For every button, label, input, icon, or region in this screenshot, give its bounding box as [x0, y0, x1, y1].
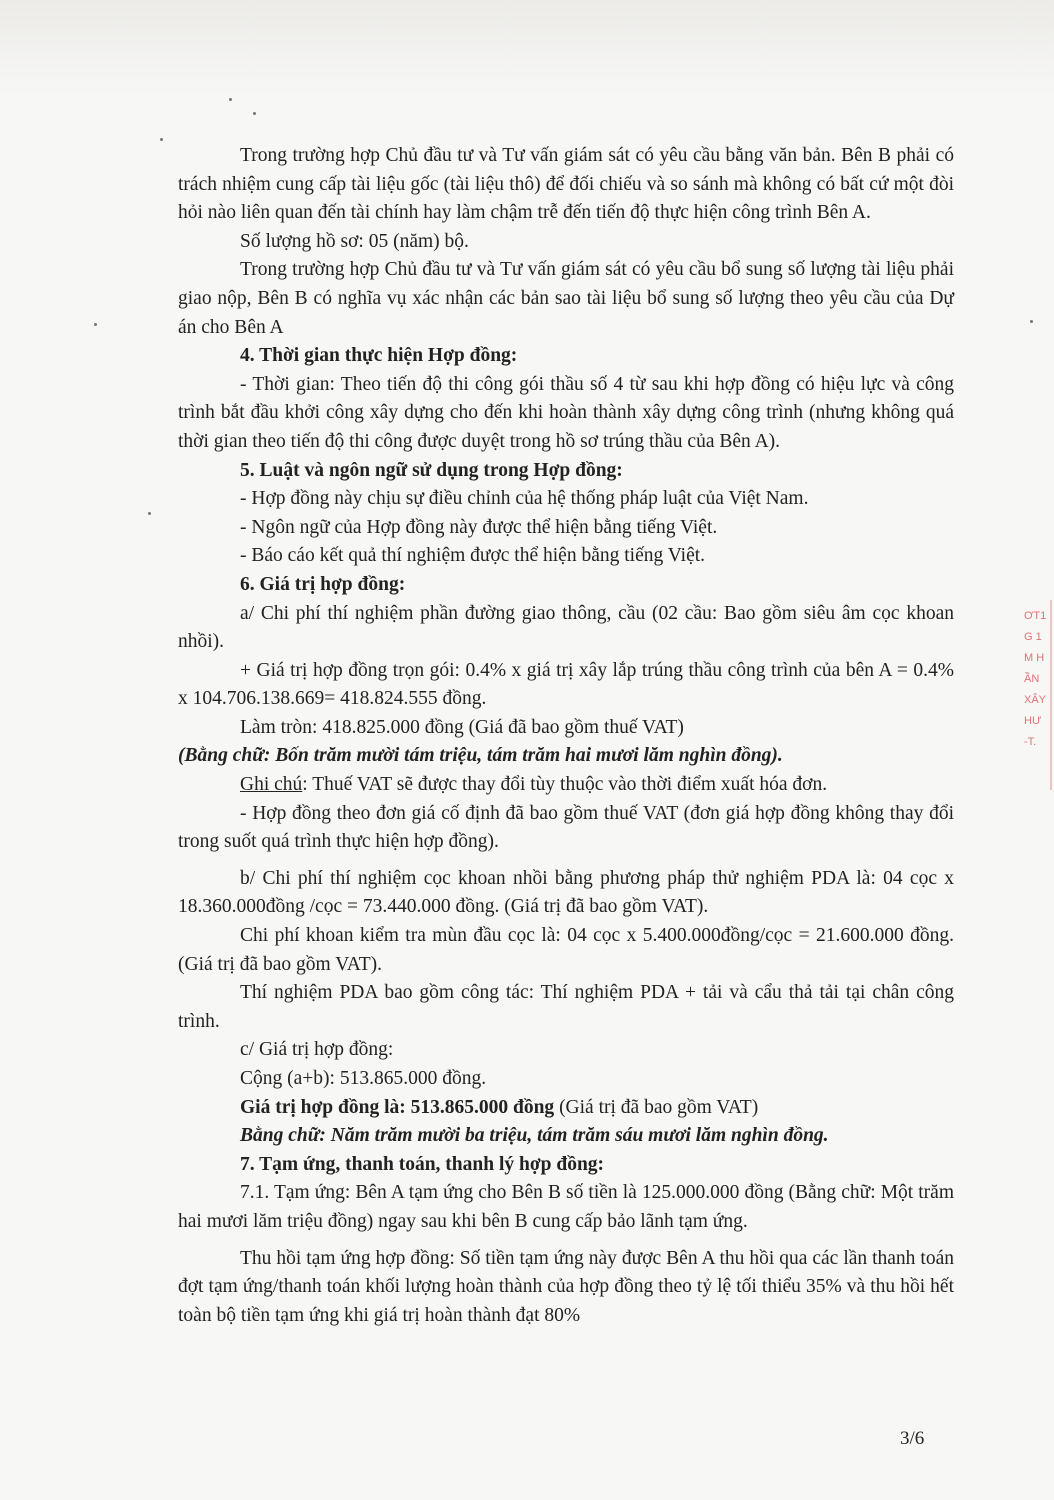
contract-value-rest: (Giá trị đã bao gồm VAT) — [554, 1096, 759, 1118]
scan-speck — [229, 98, 232, 101]
section-6-a1: a/ Chi phí thí nghiệm phần đường giao thông, cầu (02 cầu: Bao gồm siêu âm cọc khoan nhồi). — [178, 602, 954, 653]
scan-speck — [1030, 320, 1033, 323]
section-6-c1: c/ Giá trị hợp đồng: — [240, 1039, 394, 1061]
section-6-amount-in-words: (Bằng chữ: Bốn trăm mười tám triệu, tám trăm hai mươi lăm nghìn đồng). — [178, 745, 783, 767]
scan-top-shadow — [0, 0, 1054, 95]
section-6-b3: Thí nghiệm PDA bao gồm công tác: Thí nghiệm PDA + tải và cẩu thả tải tại chân công trình. — [178, 982, 954, 1032]
section-6-heading: 6. Giá trị hợp đồng: — [240, 573, 406, 595]
section-6-c4: Bằng chữ: Năm trăm mười ba triệu, tám trăm sáu mươi lăm nghìn đồng. — [240, 1125, 829, 1147]
note-text: : Thuế VAT sẽ được thay đổi tùy thuộc vào thời điểm xuất hóa đơn. — [302, 774, 828, 796]
section-7-heading: 7. Tạm ứng, thanh toán, thanh lý hợp đồng: — [240, 1153, 605, 1175]
scan-speck — [148, 512, 151, 515]
paragraph-additional-docs: Trong trường hợp Chủ đầu tư và Tư vấn giám sát có yêu cầu bổ sung số lượng tài liệu phải giao nộp, Bên B có nghĩa vụ xác nhận các bản sao tài liệu bổ sung số lượng theo yêu cầu của Dự án cho Bên A — [178, 259, 954, 338]
section-5-heading: 5. Luật và ngôn ngữ sử dụng trong Hợp đồng: — [240, 459, 623, 481]
scan-speck — [94, 323, 97, 326]
section-5-item: - Ngôn ngữ của Hợp đồng này được thể hiện bằng tiếng Việt. — [240, 516, 718, 538]
scan-speck — [253, 112, 256, 115]
section-6-b2: Chi phí khoan kiểm tra mùn đầu cọc là: 04 cọc x 5.400.000đồng/cọc = 21.600.000 đồng. (Giá trị đã bao gồm VAT). — [178, 925, 954, 975]
section-5-item: - Hợp đồng này chịu sự điều chỉnh của hệ thống pháp luật của Việt Nam. — [240, 488, 809, 510]
section-6-a5: - Hợp đồng theo đơn giá cố định đã bao gồm thuế VAT (đơn giá hợp đồng không thay đổi trong suốt quá trình thực hiện hợp đồng). — [178, 802, 954, 853]
note-label: Ghi chú — [240, 774, 303, 796]
contract-value-bold: Giá trị hợp đồng là: 513.865.000 đồng — [240, 1096, 555, 1118]
paragraph-original-docs: Trong trường hợp Chủ đầu tư và Tư vấn giám sát có yêu cầu bằng văn bản. Bên B phải có trách nhiệm cung cấp tài liệu gốc (tài liệu thô) để đối chiếu và so sánh mà không có bất cứ một đòi hỏi nào liên quan đến tài chính hay làm chậm trễ đến tiến độ thực hiện công trình Bên A. — [178, 145, 954, 224]
section-6-c3 — [178, 1094, 954, 1123]
section-6-c2: Cộng (a+b): 513.865.000 đồng. — [240, 1068, 487, 1089]
red-stamp-fragment: ƠT1 G 1 M H ẦN XÂY HƯ -T. — [1024, 610, 1047, 748]
section-7-recovery: Thu hồi tạm ứng hợp đồng: Số tiền tạm ứng này được Bên A thu hồi qua các lần thanh toán đợt tạm ứng/thanh toán khối lượng hoàn thành của hợp đồng theo tỷ lệ tối thiểu 35% và thu hồi hết toàn bộ tiền tạm ứng khi giá trị hoàn thành đạt 80% — [178, 1247, 954, 1326]
page-number: 3/6 — [900, 1428, 925, 1449]
document-body — [178, 142, 954, 1330]
section-6-a2: + Giá trị hợp đồng trọn gói: 0.4% x giá trị xây lắp trúng thầu công trình của bên A = 0.4% x 104.706.138.669= 418.824.555 đồng. — [178, 659, 954, 710]
section-5-item: - Báo cáo kết quả thí nghiệm được thể hiện bằng tiếng Việt. — [240, 545, 706, 567]
section-6-a3: Làm tròn: 418.825.000 đồng (Giá đã bao gồm thuế VAT) — [240, 716, 684, 738]
section-6-note — [178, 771, 954, 800]
section-6-b1: b/ Chi phí thí nghiệm cọc khoan nhồi bằng phương pháp thử nghiệm PDA là: 04 cọc x 18.360.000đồng /cọc = 73.440.000 đồng. (Giá trị đã bao gồm VAT). — [178, 867, 954, 918]
scan-speck — [160, 138, 163, 141]
paragraph-doc-count: Số lượng hồ sơ: 05 (năm) bộ. — [240, 230, 469, 252]
section-4-heading: 4. Thời gian thực hiện Hợp đồng: — [240, 345, 518, 367]
section-4-text: - Thời gian: Theo tiến độ thi công gói thầu số 4 từ sau khi hợp đồng có hiệu lực và công trình bắt đầu khởi công xây dựng cho đến khi hoàn thành xây dựng công trình (nhưng không quá thời gian theo tiến độ thi công được duyệt trong hồ sơ trúng thầu của Bên A). — [178, 373, 954, 452]
section-7-advance: 7.1. Tạm ứng: Bên A tạm ứng cho Bên B số tiền là 125.000.000 đồng (Bằng chữ: Một trăm hai mươi lăm triệu đồng) ngay sau khi bên B cung cấp bảo lãnh tạm ứng. — [178, 1182, 954, 1232]
